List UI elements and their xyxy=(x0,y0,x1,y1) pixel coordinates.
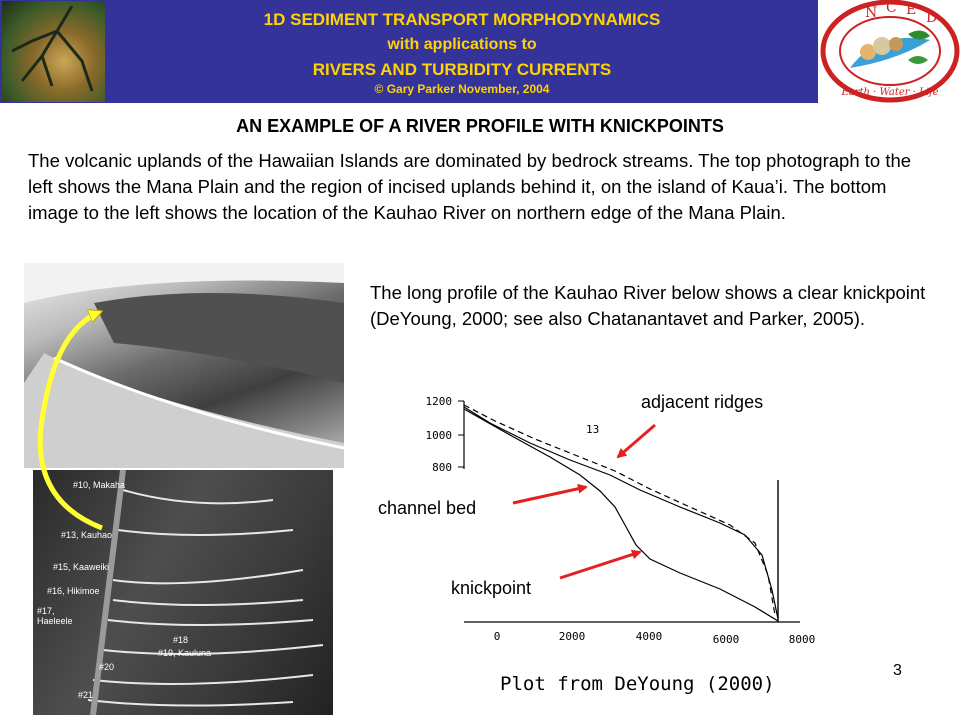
logo-grain-2 xyxy=(873,37,891,55)
intro-paragraph: The volcanic uplands of the Hawaiian Islands are dominated by bedrock streams. The top photograph to the left shows the Mana Plain and the region of incised uplands behind it, on the island of Kaua’i. The bottom image to the left shows the location of the Kauhao River on northern edge of the Mana Plain. xyxy=(28,150,912,223)
logo-letter-d: D xyxy=(926,10,938,26)
river-label-18: #18 xyxy=(173,635,189,645)
long-profile-plot xyxy=(400,385,840,655)
y-tick-800: 800 xyxy=(432,461,452,474)
river-label-21: #21 xyxy=(78,690,94,700)
river-label-kauhao: #13, Kauhao xyxy=(61,530,113,540)
annotation-knickpoint: knickpoint xyxy=(451,578,532,598)
map-photo-kauhao-river xyxy=(33,470,333,715)
banner-title-line-2: with applications to xyxy=(387,36,537,53)
aerial-photo-shapes xyxy=(24,263,344,468)
river-label-hikimoe: #16, Hikimoe xyxy=(47,586,100,596)
x-tick-8000: 8000 xyxy=(788,633,816,646)
banner-title-line-3: RIVERS AND TURBIDITY CURRENTS xyxy=(312,60,612,79)
river-label-kauluna: #19, Kauluna xyxy=(158,648,212,658)
river-label-makaha: #10, Makaha xyxy=(73,480,126,490)
y-tick-1000: 1000 xyxy=(425,429,452,442)
aerial-photo-mana-plain xyxy=(24,263,344,468)
river-label-kaaweiki: #15, Kaaweiki xyxy=(53,562,110,572)
y-tick-1200: 1200 xyxy=(425,395,452,408)
logo-letter-e: E xyxy=(906,2,917,18)
annotation-channel-bed: channel bed xyxy=(378,498,477,518)
logo-ring-text: Earth · Water · Life xyxy=(841,87,939,98)
banner-copyright: © Gary Parker November, 2004 xyxy=(374,82,550,96)
logo-letter-c: C xyxy=(886,0,897,16)
logo-grain-3 xyxy=(889,37,903,51)
x-tick-2000: 2000 xyxy=(558,630,586,643)
plot-inset-label: 13 xyxy=(586,423,600,436)
x-tick-6000: 6000 xyxy=(712,633,740,646)
x-tick-0: 0 xyxy=(493,630,501,643)
nced-logo xyxy=(818,0,960,103)
plot-credit: Plot from DeYoung (2000) xyxy=(500,673,775,695)
x-tick-4000: 4000 xyxy=(635,630,663,643)
river-label-haeleele: #17, Haeleele xyxy=(37,606,73,626)
slide-heading: AN EXAMPLE OF A RIVER PROFILE WITH KNICKPOINTS xyxy=(236,116,724,136)
logo-letter-n: N xyxy=(865,5,878,21)
banner-title-line-1: 1D SEDIMENT TRANSPORT MORPHODYNAMICS xyxy=(263,10,661,29)
profile-paragraph: The long profile of the Kauhao River below shows a clear knickpoint (DeYoung, 2000; see also Chatanantavet and Parker, 2005). xyxy=(370,282,926,329)
river-label-20: #20 xyxy=(99,662,115,672)
delta-channels-icon xyxy=(2,1,105,102)
annotation-adjacent-ridges: adjacent ridges xyxy=(641,392,764,412)
delta-satellite-image xyxy=(2,1,105,102)
slide-number: 3 xyxy=(893,662,902,679)
